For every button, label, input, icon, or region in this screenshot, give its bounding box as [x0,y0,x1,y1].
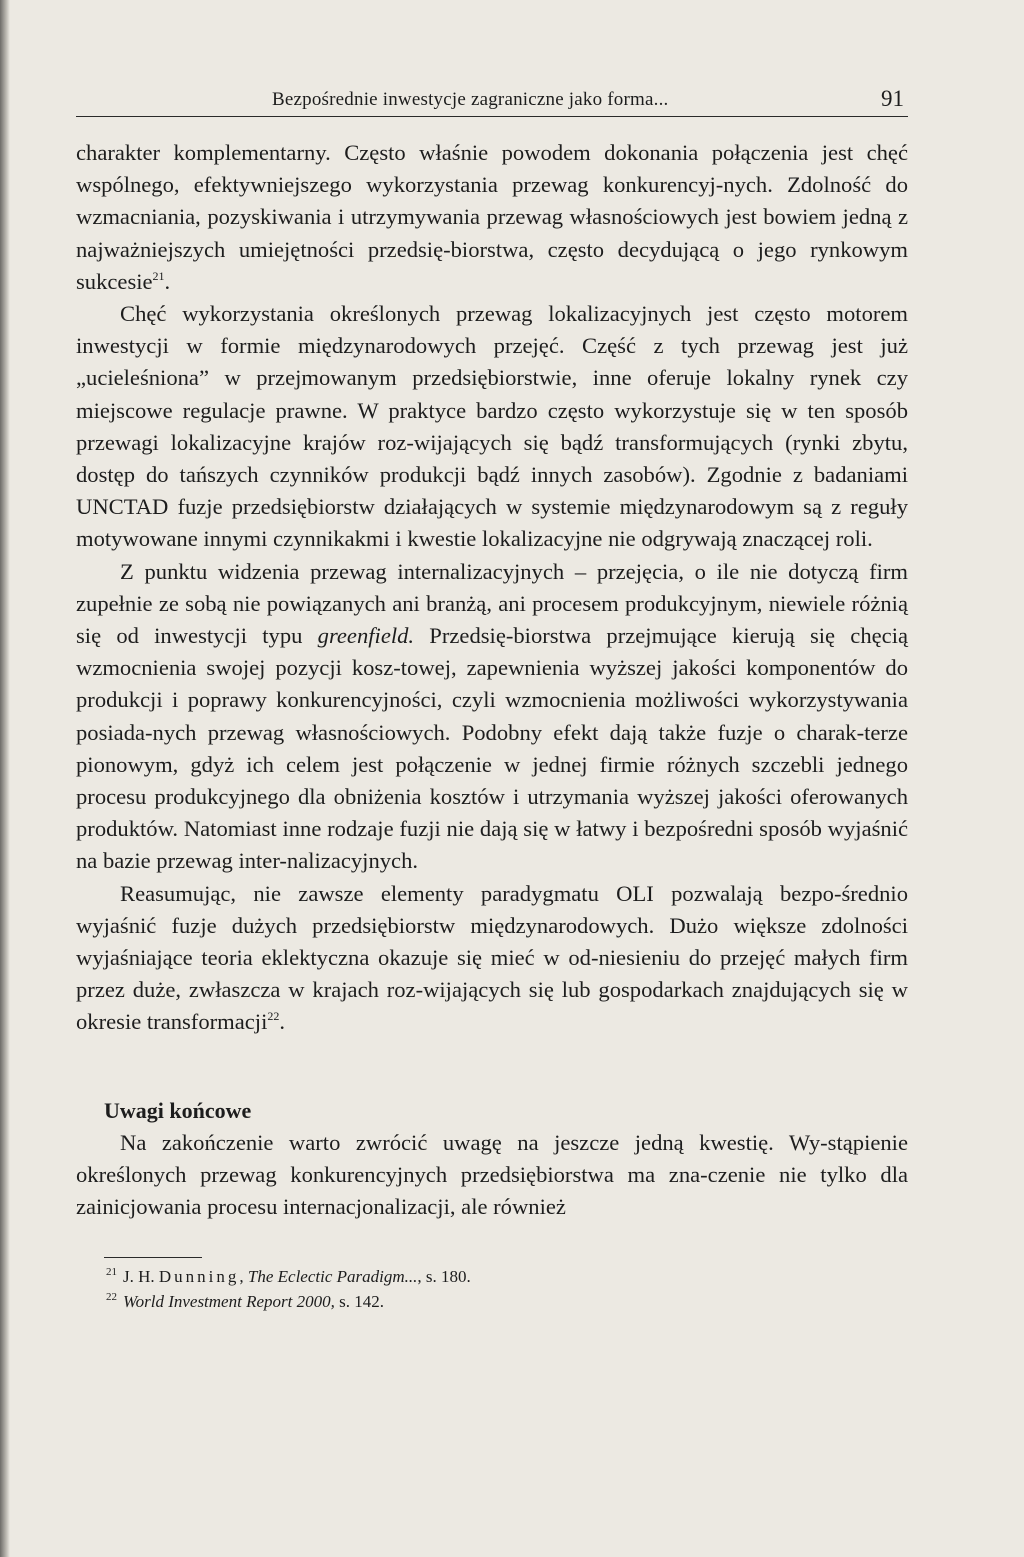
paragraph-1 [76,137,908,298]
footnote-author-initials: J. H. [123,1267,159,1287]
paragraph-3 [76,556,908,878]
section-heading: Uwagi końcowe [104,1097,252,1123]
paragraph-3-end: Przedsię-biorstwa przejmujące kierują się chęcią wzmocnienia swojej pozycji kosz-towej, zapewnienia wyższej jakości komponentów do produkcji i poprawy konkurencyjności, czyli wzmocnienia możliwości wykorzystywania posiada-nych przewag własnościowych. Podobny efekt dają także fuzje o charak-terze pionowym, gdyż ich celem jest połączenie w jednej firmie różnych szczebli jednego procesu produkcyjnego dla obniżenia kosztów i utrzymania wyższej jakości oferowanych produktów. Natomiast inne rodzaje fuzji nie dają się w łatwy i bezpośredni sposób wyjaśnić na bazie przewag inter-nalizacyjnych. [76,623,908,874]
running-title: Bezpośrednie inwestycje zagraniczne jako forma... [272,89,669,110]
running-header [76,84,908,117]
footnote-title: The Eclectic Paradigm... [247,1267,418,1287]
paragraph-2: Chęć wykorzystania określonych przewag lokalizacyjnych jest często motorem inwestycji w formie międzynarodowych przejęć. Część z tych przewag jest już „ucieleśniona” w przejmowanym przedsiębiorstwie, inne oferuje lokalny rynek czy miejscowe regulacje prawne. W praktyce bardzo często wykorzystuje się w ten sposób przewagi lokalizacyjne krajów roz-wijających się bądź transformujących (rynki zbytu, dostęp do tańszych czynników produkcji bądź innych zasobów). Zgodnie z badaniami UNCTAD fuzje przedsiębiorstw działających w systemie międzynarodowym są z reguły motywowane innymi czynnikakmi i kwestie lokalizacyjne nie odgrywają znaczącej roli. [76,301,908,552]
paragraph-3-start: Z punktu widzenia przewag internalizacyjnych – przejęcia, o ile nie dotyczą firm zupełnie ze sobą nie powiązanych ani branżą, ani procesem produkcyjnym, niewiele różnią się od inwestycji typu [76,558,908,649]
footnote-rest: s. 142. [334,1292,384,1312]
footnote-rest: , s. 180. [417,1267,471,1287]
footnote-ref-22: 22 [267,1009,280,1024]
paragraph-4 [76,878,908,1039]
footnote-title: World Investment Report 2000, [123,1292,335,1312]
page-number: 91 [881,86,904,111]
footnote-author-surname: Dunning [158,1267,240,1287]
footnotes [76,1264,908,1314]
footnote-22 [76,1289,908,1314]
footnote-mark: 21 [106,1266,117,1279]
body-text [76,137,908,1223]
paragraph-1-text: charakter komplementarny. Często właśnie powodem dokonania połączenia jest chęć wspólnego, efektywniejszego wykorzystania przewag konkurencyj-nych. Zdolność do wzmacniania, pozyskiwania i utrzymywania przewag własnościowych jest bowiem jedną z najważniejszych umiejętności przedsię-biorstwa, często decydującą o jego rynkowym sukcesie [76,140,908,294]
footnote-21: $^{21}$ J. H. Dunning, The Eclectic Paradigm..., s. 180. [106,1266,471,1287]
italic-term: greenfield. [317,623,415,649]
paragraph-1-end: . [164,268,171,294]
scan-shadow-edge [0,0,10,1557]
footnote-ref-21: 21 [152,268,165,283]
section-paragraph-1: Na zakończenie warto zwrócić uwagę na jeszcze jedną kwestię. Wy-stąpienie określonych przewag konkurencyjnych przedsiębiorstwa ma zna-czenie nie tylko dla zainicjowania procesu internacjonalizacji, ale również [76,1129,908,1220]
paragraph-4-text: Reasumując, nie zawsze elementy paradygmatu OLI pozwalają bezpo-średnio wyjaśnić fuzje dużych przedsiębiorstw międzynarodowych. Dużo większe zdolności wyjaśniające teoria eklektyczna okazuje się mieć w od-niesieniu do przejęć małych firm przez duże, zwłaszcza w krajach roz-wijających się lub gospodarkach znajdujących się w okresie transformacji [76,880,908,1035]
paragraph-4-end: . [279,1009,285,1035]
page-content [76,84,908,1314]
footnote-mark: 22 [106,1291,117,1304]
footnote-divider [104,1257,202,1258]
